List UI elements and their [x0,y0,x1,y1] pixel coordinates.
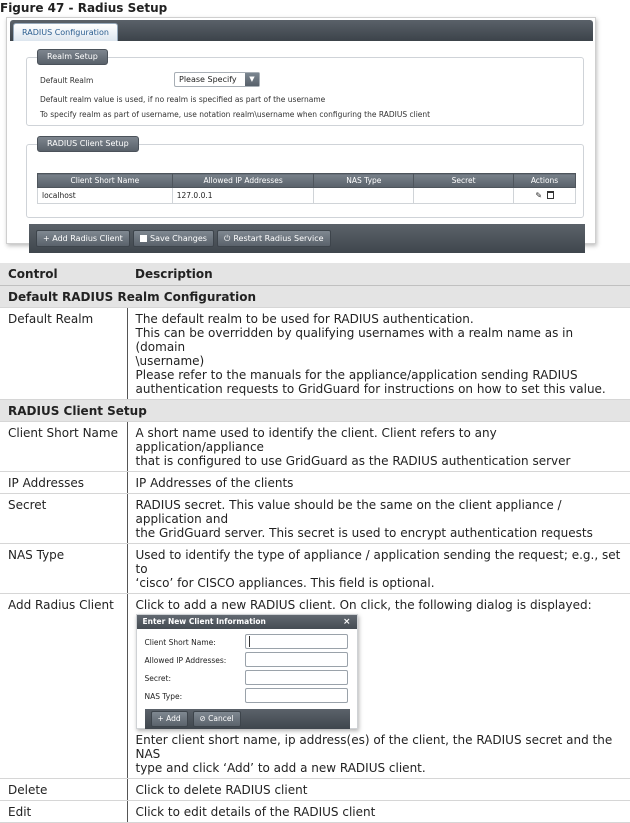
pencil-icon[interactable]: ✎ [535,191,543,200]
control-default-realm: Default Realm [0,307,127,399]
description-line: Used to identify the type of appliance / application sending the request; e.g., set to [135,547,621,576]
description-line: ‘cisco’ for CISCO appliances. This field is optional. [135,575,435,590]
description-line: IP Addresses of the clients [135,475,294,490]
realm-setup-legend: Realm Setup [37,49,108,65]
tab-bar [10,20,593,41]
default-realm-select[interactable] [174,72,260,87]
column-header[interactable]: Client Short Name [38,174,173,188]
allowed-ip-label: Allowed IP Addresses: [144,655,227,665]
default-realm-label: Default Realm [40,76,94,85]
description-line: This can be overridden by qualifying usernames with a realm name as in (domain [135,325,574,354]
dialog-illustration [136,614,625,729]
actions-cell [514,188,576,204]
description-nas-type [127,543,630,593]
add-button[interactable]: + Add [151,711,188,727]
column-header[interactable]: Allowed IP Addresses [172,174,314,188]
dialog-title: Enter New Client Information [142,616,266,626]
nas-type-input[interactable] [245,688,348,703]
floppy-icon [140,235,147,242]
table-row [0,471,630,493]
table-row [0,543,630,593]
description-line: that is configured to use GridGuard as the RADIUS authentication server [135,453,571,468]
realm-note-2: To specify realm as part of username, use notation realm\username when configuring the RADIUS client [40,110,431,119]
nas-type-cell [314,188,414,204]
save-changes-button[interactable] [133,230,214,247]
description-line: Click to edit details of the RADIUS client [135,804,376,819]
description-secret [127,493,630,543]
column-header[interactable]: Secret [414,174,514,188]
text-cursor [249,636,250,647]
table-row [0,778,630,800]
description-add-radius-client [127,593,630,778]
table-row [0,493,630,543]
client-setup-legend: RADIUS Client Setup [37,136,139,152]
control-add-radius-client: Add Radius Client [0,593,127,778]
description-line: RADIUS secret. This value should be the same on the client appliance / application and [135,497,562,526]
control-delete: Delete [0,778,127,800]
add-radius-client-button[interactable]: + Add Radius Client [36,230,130,247]
control-header: Control [0,263,127,285]
table-row [0,593,630,778]
table-row [0,800,630,822]
dialog-header [137,615,357,629]
description-line: Click to add a new RADIUS client. On click, the following dialog is displayed: [135,597,592,612]
description-line: A short name used to identify the client. Client refers to any application/appliance [135,425,497,454]
close-icon[interactable]: × [342,616,351,627]
secret-label: Secret: [144,673,171,683]
description-header: Description [127,263,630,285]
allowed-ip-input[interactable] [245,652,348,667]
client-short-name-input[interactable] [245,634,348,649]
client-short-name-cell: localhost [38,188,173,204]
restart-radius-service-label: Restart Radius Service [233,234,324,243]
action-button-bar [29,224,585,253]
control-description-table [0,263,630,823]
chevron-down-icon: ▼ [245,73,259,86]
radius-client-table [37,173,576,204]
description-line: Click to delete RADIUS client [135,782,308,797]
section-realm-title: Default RADIUS Realm Configuration [0,285,630,307]
control-ip-addresses: IP Addresses [0,471,127,493]
figure-title: Figure 47 - Radius Setup [0,1,168,15]
section-row [0,285,630,307]
table-header-row [0,263,630,285]
secret-cell [414,188,514,204]
cancel-button[interactable]: ⊘ Cancel [193,711,241,727]
section-row [0,399,630,421]
new-client-dialog [136,614,358,729]
description-line: The default realm to be used for RADIUS authentication. [135,311,474,326]
default-realm-select-value: Please Specify [179,75,237,84]
secret-input[interactable] [245,670,348,685]
description-line: authentication requests to GridGuard for instructions on how to set this value. [135,381,606,396]
description-ip-addresses [127,471,630,493]
table-row[interactable] [38,188,576,204]
allowed-ip-cell: 127.0.0.1 [172,188,314,204]
description-client-short-name [127,421,630,471]
column-header: Actions [514,174,576,188]
control-edit: Edit [0,800,127,822]
description-delete [127,778,630,800]
radius-configuration-screenshot [6,17,596,244]
tab-radius-configuration[interactable]: RADIUS Configuration [13,23,118,41]
control-nas-type: NAS Type [0,543,127,593]
trash-icon[interactable] [547,191,554,199]
description-line: \username) [135,353,205,368]
description-default-realm [127,307,630,399]
description-edit [127,800,630,822]
control-secret: Secret [0,493,127,543]
restart-radius-service-button[interactable] [217,230,331,247]
description-line: Enter client short name, ip address(es) of the client, the RADIUS secret and the NAS [135,732,613,761]
description-line: type and click ‘Add’ to add a new RADIUS client. [135,760,426,775]
table-row [0,307,630,399]
table-row [0,421,630,471]
realm-note-1: Default realm value is used, if no realm is specified as part of the username [40,95,326,104]
table-header-row [38,174,576,188]
power-icon: ⏻ [224,234,231,243]
description-line: the GridGuard server. This secret is used to encrypt authentication requests [135,525,593,540]
section-client-title: RADIUS Client Setup [0,399,630,421]
control-client-short-name: Client Short Name [0,421,127,471]
client-short-name-label: Client Short Name: [144,637,216,647]
save-changes-label: Save Changes [150,234,207,243]
column-header[interactable]: NAS Type [314,174,414,188]
description-line: Please refer to the manuals for the appliance/application sending RADIUS [135,367,578,382]
nas-type-label: NAS Type: [144,691,183,701]
dialog-button-bar [145,709,350,729]
